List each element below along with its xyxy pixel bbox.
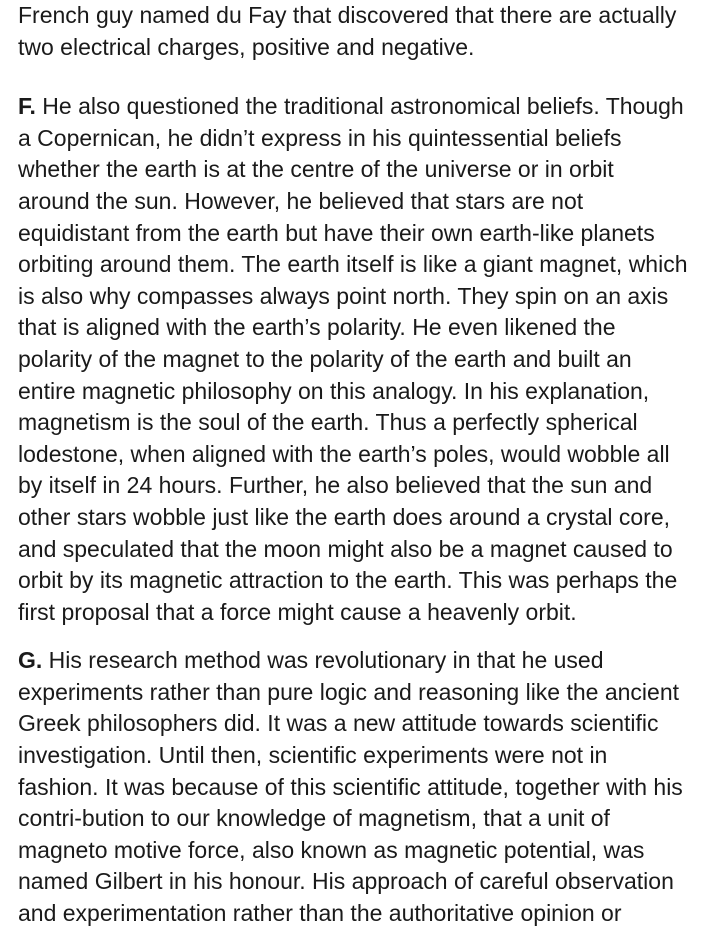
text-line: other stars wobble just like the earth does around a crystal core, [18,503,671,530]
text-line: a Copernican, he didn’t express in his quintessential beliefs [18,124,622,151]
text-line: and speculated that the moon might also be a magnet caused to [18,535,673,562]
document-page [18,0,714,930]
text-line: lodestone, when aligned with the earth’s poles, would wobble all [18,440,670,467]
text-line-content: He also questioned the traditional astronomical beliefs. Though [35,93,684,120]
paragraph-f [18,91,714,628]
text-line: French guy named du Fay that discovered that there are actually [18,2,677,28]
text-line: magneto motive force, also known as magnetic potential, was [18,836,645,863]
text-line: named Gilbert in his honour. His approach of careful observation [18,868,674,895]
paragraph-g [18,645,714,929]
text-line: that is aligned with the earth’s polarity. He even likened the [18,314,616,341]
text-line: fashion. It was because of this scientific attitude, together with his [18,773,683,800]
text-line: entire magnetic philosophy on this analogy. In his explanation, [18,377,650,404]
text-line: polarity of the magnet to the polarity of the earth and built an [18,345,632,372]
text-line: two electrical charges, positive and negative. [18,33,475,60]
text-line: by itself in 24 hours. Further, he also believed that the sun and [18,472,653,499]
paragraph-e-tail [18,0,714,63]
text-line: is also why compasses always point north. They spin on an axis [18,282,669,309]
text-line: and experimentation rather than the authoritative opinion or [18,900,622,927]
text-line: equidistant from the earth but have their own earth-like planets [18,219,655,246]
text-line: orbit by its magnetic attraction to the earth. This was perhaps the [18,567,678,594]
text-line: Greek philosophers did. It was a new attitude towards scientific [18,710,659,737]
text-line: magnetism is the soul of the earth. Thus a perfectly spherical [18,409,638,436]
text-line: orbiting around them. The earth itself is like a giant magnet, which [18,251,688,278]
text-line: whether the earth is at the centre of the universe or in orbit [18,156,614,183]
text-line: around the sun. However, he believed that stars are not [18,187,584,214]
paragraph-letter: G. [18,647,43,674]
text-line: first proposal that a force might cause a heavenly orbit. [18,598,577,625]
text-line: contri-bution to our knowledge of magnetism, that a unit of [18,805,610,832]
paragraph-letter: F. [18,93,36,120]
text-line-content: His research method was revolutionary in that he used [42,647,604,674]
text-line [18,91,714,123]
text-line [18,645,714,677]
paragraph-gap [18,63,714,91]
text-line: experiments rather than pure logic and reasoning like the ancient [18,678,680,705]
text-line: investigation. Until then, scientific experiments were not in [18,742,608,769]
paragraph-gap [18,628,714,645]
